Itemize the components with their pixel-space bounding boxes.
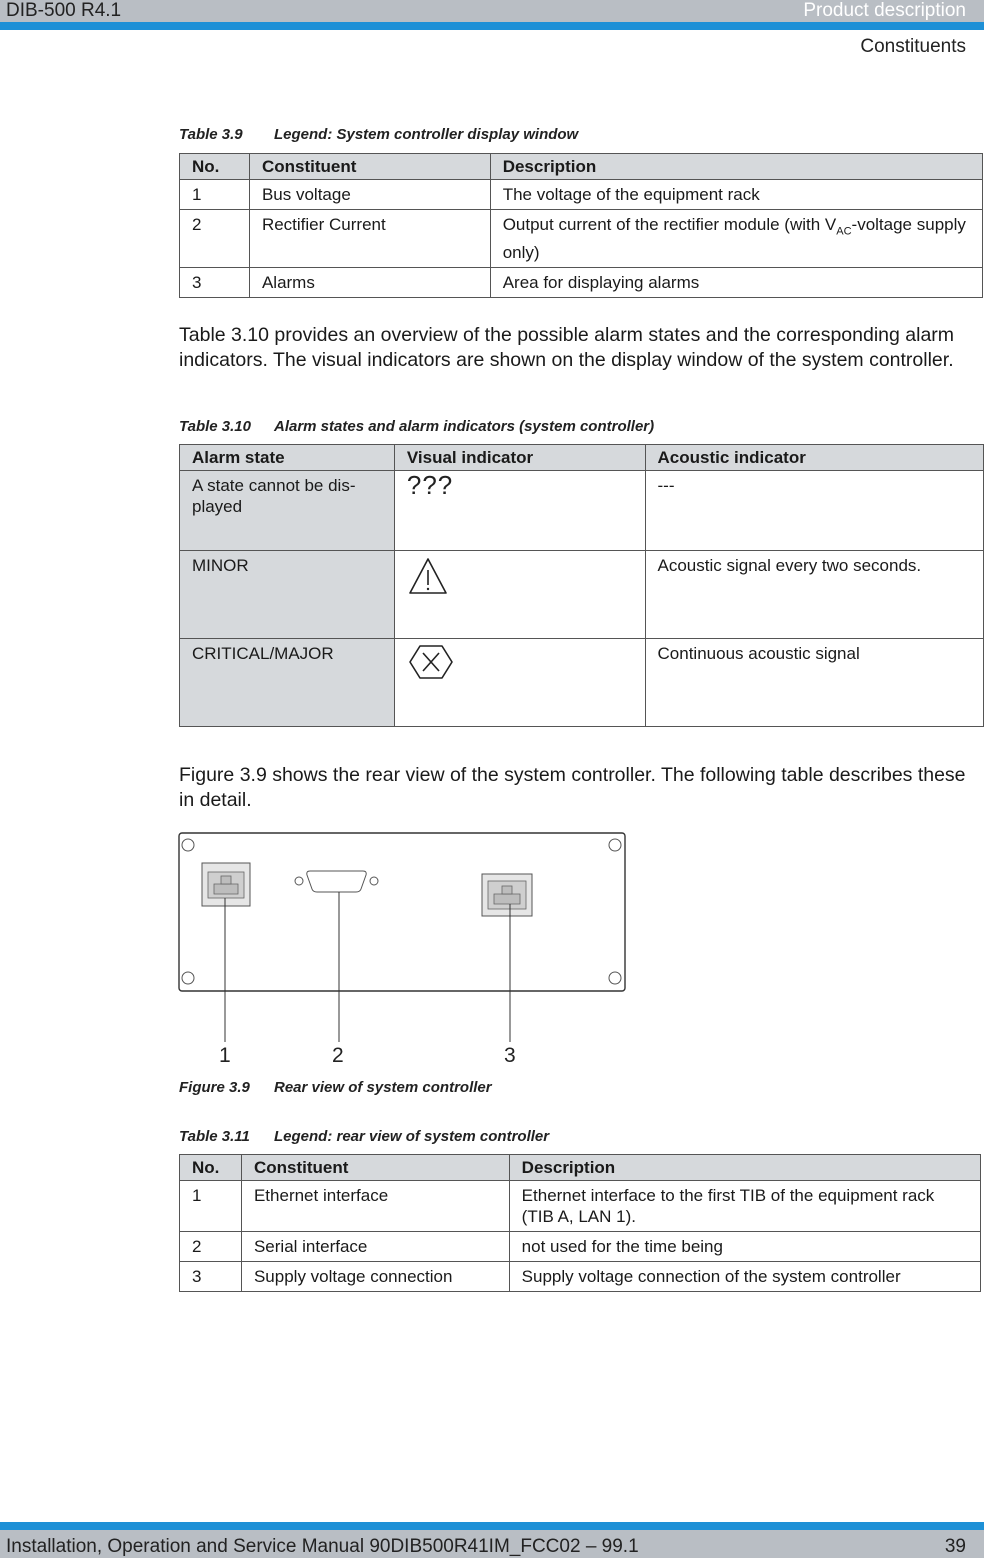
cell-acoustic-indicator: ---	[645, 471, 983, 551]
callout-label-1: 1	[219, 1044, 231, 1067]
table-3-10	[179, 444, 984, 727]
table-row	[180, 1181, 981, 1232]
body-paragraph: Figure 3.9 shows the rear view of the system controller. The following table describes these in detail.	[179, 764, 966, 811]
desc-text: -voltage supply only)	[502, 215, 966, 263]
table-header-row	[180, 154, 983, 180]
cell-visual-indicator	[394, 471, 645, 551]
cell-description: The voltage of the equipment rack	[490, 180, 982, 210]
caption-number: Figure 3.9	[179, 1079, 250, 1096]
caption-number: Table 3.11	[179, 1128, 250, 1145]
cell-constituent: Bus voltage	[249, 180, 490, 210]
header-cell: Description	[509, 1155, 980, 1181]
table-row	[180, 180, 983, 210]
cell-no: 1	[180, 180, 250, 210]
header-accent-line	[0, 22, 984, 30]
caption-title: Legend: System controller display window	[274, 126, 579, 143]
cell-constituent: Supply voltage connection	[241, 1262, 509, 1292]
cell-no: 1	[180, 1181, 242, 1232]
caption-title: Alarm states and alarm indicators (system controller)	[274, 418, 655, 435]
table-3-11	[179, 1154, 981, 1292]
cell-alarm-state: CRITICAL/MAJOR	[180, 639, 395, 727]
cell-acoustic-indicator: Acoustic signal every two seconds.	[645, 551, 983, 639]
caption-number: Table 3.9	[179, 126, 243, 143]
table-row	[180, 210, 983, 268]
table-3-10-caption	[179, 418, 654, 435]
header-cell: Description	[490, 154, 982, 180]
critical-octagon-x-icon	[407, 643, 455, 681]
header-cell: No.	[180, 154, 250, 180]
cell-alarm-state: MINOR	[180, 551, 395, 639]
header-cell: No.	[180, 1155, 242, 1181]
cell-no: 2	[180, 1232, 242, 1262]
table-3-11-caption	[179, 1128, 549, 1145]
cell-description	[490, 210, 982, 268]
cell-constituent: Rectifier Current	[249, 210, 490, 268]
figure-3-9-caption	[179, 1079, 492, 1096]
rear-view-diagram	[178, 832, 628, 1077]
header-cell: Alarm state	[180, 445, 395, 471]
table-header-row	[180, 1155, 981, 1181]
header-doc-title: DIB-500 R4.1	[6, 0, 122, 21]
cell-description: not used for the time being	[509, 1232, 980, 1262]
callout-label-3: 3	[504, 1044, 516, 1067]
ethernet-port-icon	[202, 863, 250, 906]
cell-description: Area for displaying alarms	[490, 268, 982, 298]
header-cell: Visual indicator	[394, 445, 645, 471]
cell-acoustic-indicator: Continuous acoustic signal	[645, 639, 983, 727]
table-row	[180, 1262, 981, 1292]
desc-text: Output current of the rectifier module (with V	[502, 215, 837, 234]
footer-accent-line	[0, 1522, 984, 1530]
caption-title: Rear view of system controller	[274, 1079, 492, 1096]
header-cell: Constituent	[241, 1155, 509, 1181]
table-3-9-caption	[179, 126, 578, 143]
cell-description: Ethernet interface to the first TIB of the equipment rack (TIB A, LAN 1).	[509, 1181, 980, 1232]
header-section-title: Product description	[803, 0, 966, 21]
question-marks-indicator: ???	[406, 470, 454, 500]
cell-constituent: Serial interface	[241, 1232, 509, 1262]
table-row	[180, 639, 984, 727]
callout-label-2: 2	[332, 1044, 344, 1067]
body-paragraph: Table 3.10 provides an overview of the possible alarm states and the corresponding alarm indicators. The visual indicators are shown on the display window of the system controller.	[179, 324, 955, 371]
table-row	[180, 268, 983, 298]
cell-no: 2	[180, 210, 250, 268]
cell-description: Supply voltage connection of the system controller	[509, 1262, 980, 1292]
table-header-row	[180, 445, 984, 471]
cell-visual-indicator	[394, 639, 645, 727]
page-number: 39	[944, 1536, 966, 1557]
cell-visual-indicator	[394, 551, 645, 639]
warning-triangle-icon	[407, 555, 449, 599]
desc-subscript: AC	[836, 225, 852, 238]
cell-no: 3	[180, 1262, 242, 1292]
header-cell: Acoustic indicator	[645, 445, 983, 471]
header-cell: Constituent	[249, 154, 490, 180]
caption-number: Table 3.10	[179, 418, 251, 435]
cell-no: 3	[180, 268, 250, 298]
caption-title: Legend: rear view of system controller	[274, 1128, 550, 1145]
table-3-9	[179, 153, 983, 298]
cell-constituent: Alarms	[249, 268, 490, 298]
table-row	[180, 471, 984, 551]
header-subsection: Constituents	[860, 36, 966, 57]
table-row	[180, 551, 984, 639]
supply-voltage-port-icon	[482, 874, 532, 916]
cell-alarm-state: A state cannot be dis-played	[180, 471, 395, 551]
cell-constituent: Ethernet interface	[241, 1181, 509, 1232]
table-row	[180, 1232, 981, 1262]
footer-manual-title: Installation, Operation and Service Manual 90DIB500R41IM_FCC02 – 99.1	[6, 1536, 639, 1557]
